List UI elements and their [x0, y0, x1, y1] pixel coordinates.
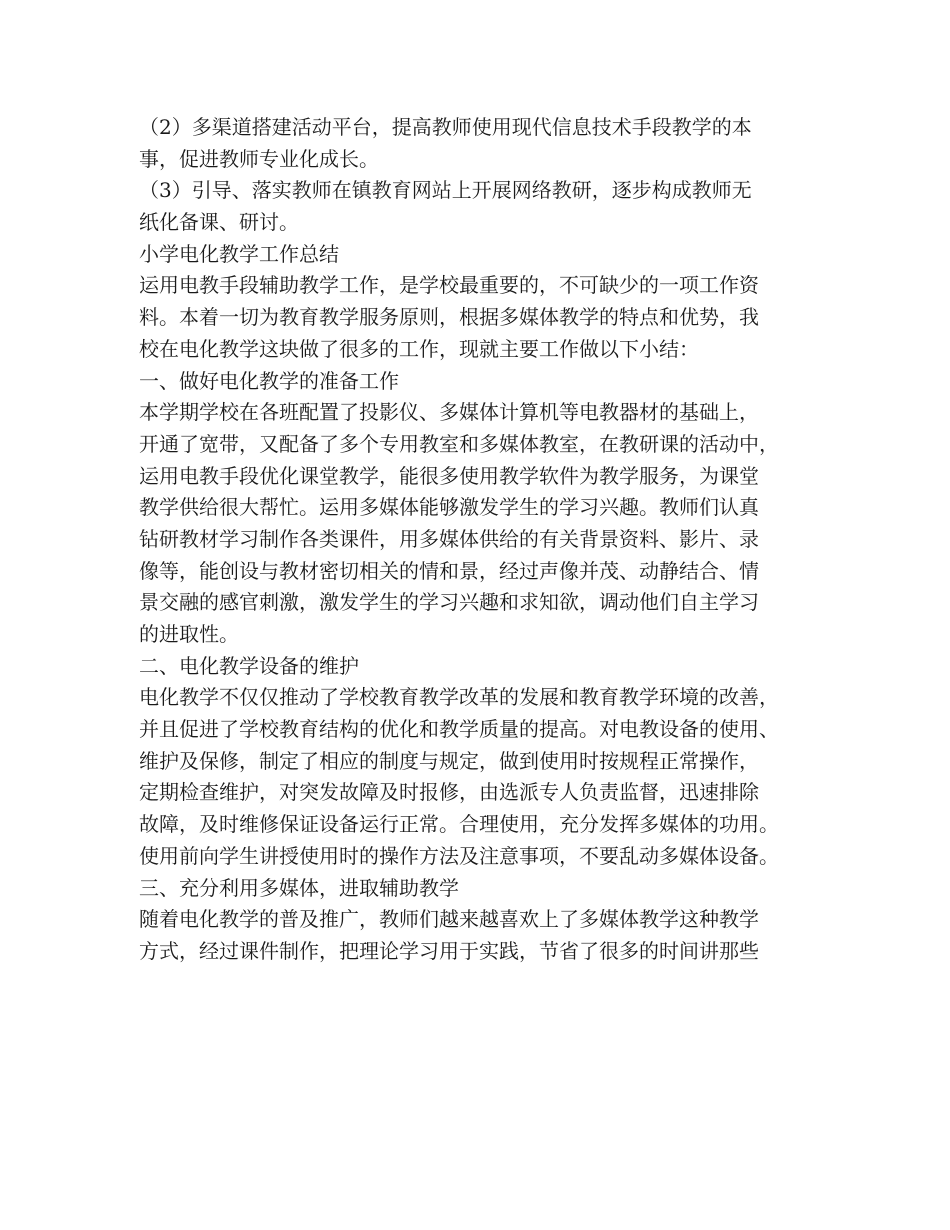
text-line: （3）引导、落实教师在镇教育网站上开展网络教研，逐步构成教师无 [139, 178, 752, 203]
text-line: 教学供给很大帮忙。运用多媒体能够激发学生的学习兴趣。教师们认真 [139, 495, 759, 520]
text-line: 开通了宽带，又配备了多个专用教室和多媒体教室，在教研课的活动中， [139, 431, 779, 456]
text-line: 并且促进了学校教育结构的优化和教学质量的提高。对电教设备的使用、 [139, 717, 779, 742]
section-title: 小学电化教学工作总结 [139, 241, 339, 266]
text-line: 电化教学不仅仅推动了学校教育教学改革的发展和教育教学环境的改善， [139, 685, 779, 710]
text-line: 像等，能创设与教材密切相关的情和景，经过声像并茂、动静结合、情 [139, 558, 759, 583]
text-line: 定期检查维护，对突发故障及时报修，由选派专人负责监督，迅速排除 [139, 780, 759, 805]
text-line: 维护及保修，制定了相应的制度与规定，做到使用时按规程正常操作， [139, 748, 759, 773]
section-heading: 三、充分利用多媒体，进取辅助教学 [139, 875, 459, 900]
text-line: 纸化备课、研讨。 [139, 210, 299, 235]
text-line: 景交融的感官刺激，激发学生的学习兴趣和求知欲，调动他们自主学习 [139, 590, 759, 615]
text-line: 事，促进教师专业化成长。 [139, 146, 379, 171]
text-line: 运用电教手段辅助教学工作，是学校最重要的，不可缺少的一项工作资 [139, 273, 759, 298]
text-line: 随着电化教学的普及推广，教师们越来越喜欢上了多媒体教学这种教学 [139, 907, 759, 932]
text-line: 故障，及时维修保证设备运行正常。合理使用，充分发挥多媒体的功用。 [139, 812, 779, 837]
text-line: 校在电化教学这块做了很多的工作，现就主要工作做以下小结： [139, 336, 699, 361]
document-body [139, 112, 839, 968]
text-line: 使用前向学生讲授使用时的操作方法及注意事项，不要乱动多媒体设备。 [139, 843, 779, 868]
text-line: （2）多渠道搭建活动平台，提高教师使用现代信息技术手段教学的本 [139, 115, 752, 139]
text-line: 料。本着一切为教育教学服务原则，根据多媒体教学的特点和优势，我 [139, 305, 759, 330]
text-line: 的进取性。 [139, 622, 239, 646]
text-line: 钻研教材学习制作各类课件，用多媒体供给的有关背景资料、影片、录 [139, 526, 759, 551]
section-heading: 二、电化教学设备的维护 [139, 653, 359, 678]
text-line: 运用电教手段优化课堂教学，能很多使用教学软件为教学服务，为课堂 [139, 463, 759, 488]
section-heading: 一、做好电化教学的准备工作 [139, 368, 399, 393]
text-line: 方式，经过课件制作，把理论学习用于实践，节省了很多的时间讲那些 [139, 938, 759, 963]
text-line: 本学期学校在各班配置了投影仪、多媒体计算机等电教器材的基础上， [139, 400, 759, 425]
